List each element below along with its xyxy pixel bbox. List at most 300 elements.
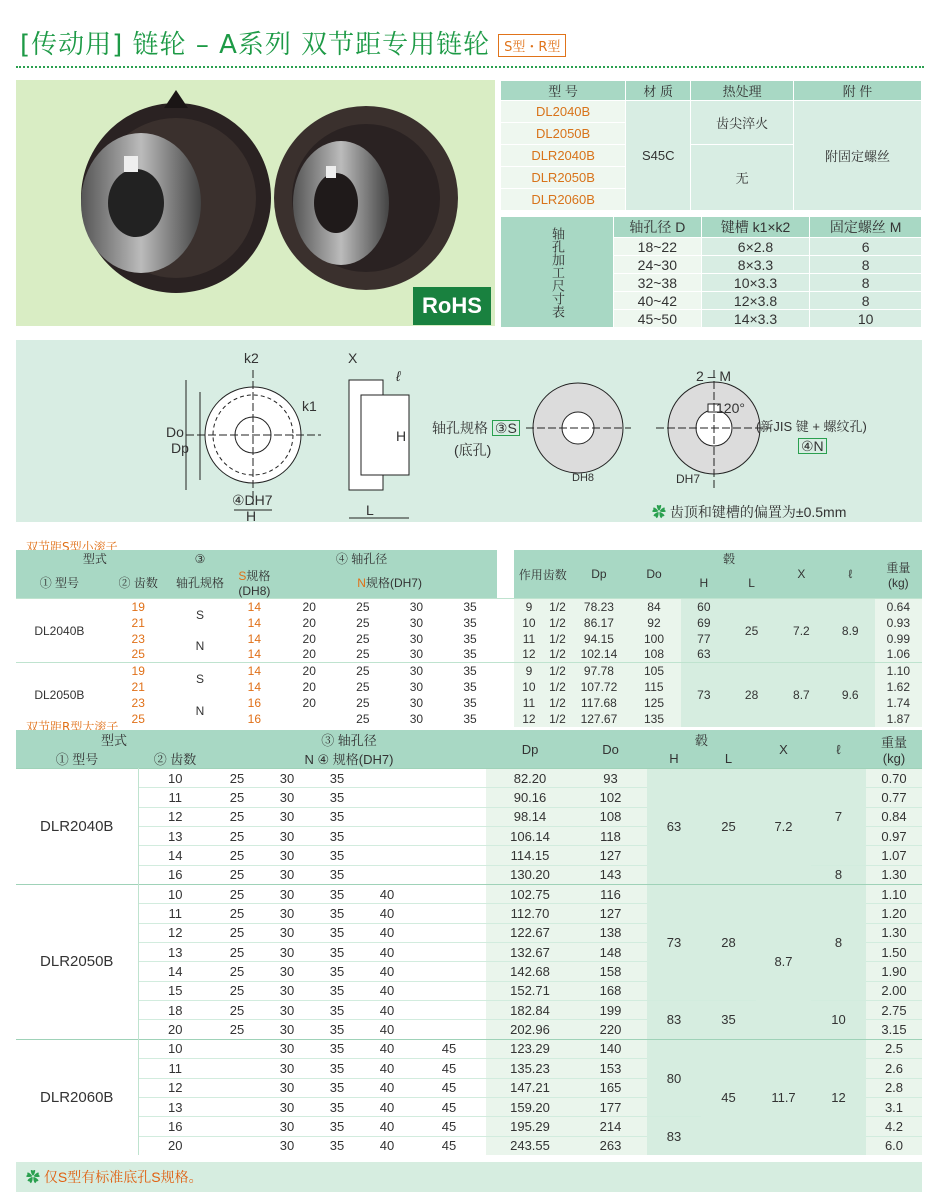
jis-label: (新JIS 键 + 螺纹孔) [756, 419, 867, 434]
do-value: 93 [574, 769, 647, 788]
teeth-count: 21 [103, 615, 174, 631]
n-size: 25 [212, 981, 262, 1000]
n-size: 40 [362, 943, 412, 962]
hub-h: 80 [647, 1039, 701, 1116]
n-size [412, 788, 486, 807]
n-size: 30 [390, 663, 444, 679]
weight: 0.99 [875, 631, 922, 647]
model-cell: DLR2060B [501, 189, 626, 211]
do-value: 220 [574, 1020, 647, 1039]
weight: 0.70 [866, 769, 922, 788]
n-size [412, 827, 486, 846]
n-size [212, 1078, 262, 1097]
n-size: 25 [212, 923, 262, 942]
n-size: 30 [390, 647, 444, 663]
weight: 0.77 [866, 788, 922, 807]
weight: 2.75 [866, 1001, 922, 1020]
gap [497, 679, 514, 695]
screw-size: 8 [810, 274, 922, 292]
n-size: 35 [443, 631, 497, 647]
hub-h: 83 [647, 1117, 701, 1156]
teeth-count: 14 [138, 962, 212, 981]
key-size: 10×3.3 [701, 274, 810, 292]
s-type-table [16, 550, 922, 727]
hub-h: 69 [681, 615, 726, 631]
bore-s: S [174, 599, 227, 631]
n-size: 40 [362, 904, 412, 923]
do-value: 125 [627, 695, 682, 711]
h-bore-spec: 轴孔规格 [175, 576, 224, 590]
hub-h: 60 [681, 599, 726, 615]
work-teeth: 9 [514, 599, 543, 615]
n-size: 45 [412, 1136, 486, 1155]
n-size: 35 [443, 695, 497, 711]
weight: 1.30 [866, 865, 922, 884]
dp-value: 152.71 [486, 981, 574, 1000]
shaft-hole-table [500, 216, 922, 328]
do-value: 135 [627, 711, 682, 727]
bore-range: 24~30 [614, 256, 702, 274]
n-size: 30 [390, 711, 444, 727]
bore-n-box: ④N [798, 438, 827, 454]
weight: 1.07 [866, 846, 922, 865]
dim-dp: Dp [171, 440, 189, 456]
n-size: 40 [362, 1136, 412, 1155]
do-value: 84 [627, 599, 682, 615]
work-frac: 1/2 [544, 711, 572, 727]
n-size: 30 [262, 1117, 312, 1136]
n-size: 25 [336, 647, 390, 663]
gap [497, 615, 514, 631]
n-size: 30 [390, 695, 444, 711]
n-size: 30 [262, 1020, 312, 1039]
teeth-count: 11 [138, 788, 212, 807]
hub-h: 73 [681, 663, 726, 727]
n-size: 30 [262, 885, 312, 904]
r-table-title: 双节距R型大滚子 [26, 720, 119, 734]
n-size: 30 [262, 1136, 312, 1155]
n-size: 20 [282, 599, 336, 615]
n-size: 45 [412, 1117, 486, 1136]
x-value: 11.7 [756, 1039, 811, 1155]
model-name: DLR2050B [16, 885, 138, 1040]
n-size: 25 [336, 711, 390, 727]
l-value: 9.6 [826, 663, 875, 727]
table-row [16, 599, 922, 615]
do-value: 92 [627, 615, 682, 631]
dp-value: 135.23 [486, 1059, 574, 1078]
hub-h: 73 [647, 885, 701, 1001]
weight: 1.90 [866, 962, 922, 981]
weight: 1.20 [866, 904, 922, 923]
h-weight: 重量 (kg) [880, 735, 907, 766]
weight: 0.93 [875, 615, 922, 631]
n-size: 35 [312, 1117, 362, 1136]
n-size: 45 [412, 1078, 486, 1097]
work-frac: 1/2 [544, 679, 572, 695]
n-size [412, 885, 486, 904]
r-table-body [16, 769, 922, 1156]
heat-cell: 无 [691, 145, 794, 211]
gear-icon: ✿ [26, 1169, 40, 1185]
col-screw: 固定螺丝 M [810, 217, 922, 238]
h-type: 型式 [100, 733, 127, 748]
teeth-count: 15 [138, 981, 212, 1000]
dim-l-length: L [366, 502, 374, 518]
do-value: 214 [574, 1117, 647, 1136]
n-size: 35 [312, 981, 362, 1000]
dim-angle: 120° [716, 400, 745, 416]
dp-value: 86.17 [571, 615, 626, 631]
teeth-count: 21 [103, 679, 174, 695]
hub-h: 63 [647, 769, 701, 885]
dp-value: 130.20 [486, 865, 574, 884]
dim-2m: 2 – M [696, 368, 732, 384]
hub-h: 63 [681, 647, 726, 663]
heat-cell: 齿尖淬火 [691, 101, 794, 145]
do-value: 108 [627, 647, 682, 663]
dim-dh7: DH7 [676, 472, 701, 486]
n-size: 30 [390, 631, 444, 647]
h-weight: 重量 (kg) [886, 560, 911, 590]
do-value: 199 [574, 1001, 647, 1020]
n-size: 30 [262, 943, 312, 962]
n-size: 40 [362, 1059, 412, 1078]
weight: 3.15 [866, 1020, 922, 1039]
n-size: 30 [262, 1001, 312, 1020]
n-size: 30 [390, 615, 444, 631]
n-size: 40 [362, 1020, 412, 1039]
n-size: 40 [362, 1039, 412, 1058]
do-value: 140 [574, 1039, 647, 1058]
work-frac: 1/2 [544, 599, 572, 615]
bore-range: 32~38 [614, 274, 702, 292]
work-teeth: 12 [514, 647, 543, 663]
h-hub-l: L [748, 575, 755, 590]
dp-value: 82.20 [486, 769, 574, 788]
work-teeth: 11 [514, 631, 543, 647]
dim-l: ℓ [396, 368, 401, 384]
teeth-count: 13 [138, 1097, 212, 1116]
n-size: 40 [362, 1001, 412, 1020]
n-size: 30 [262, 1078, 312, 1097]
model-name: DLR2040B [16, 769, 138, 885]
n-size [212, 1136, 262, 1155]
s-size: 14 [226, 631, 282, 647]
n-size: 35 [312, 962, 362, 981]
n-size [412, 807, 486, 826]
n-size: 25 [212, 807, 262, 826]
dp-value: 94.15 [571, 631, 626, 647]
teeth-count: 11 [138, 904, 212, 923]
n-size: 40 [362, 923, 412, 942]
footer-note: ✿ 仅S型有标准底孔S规格。 [16, 1162, 922, 1192]
table-row [16, 885, 922, 904]
n-size: 25 [336, 599, 390, 615]
shaft-table-side-label: 轴孔加工尺寸表 [501, 217, 614, 328]
screw-size: 10 [810, 310, 922, 328]
key-size: 14×3.3 [701, 310, 810, 328]
teeth-count: 11 [138, 1059, 212, 1078]
dp-value: 102.14 [571, 647, 626, 663]
n-size: 45 [412, 1059, 486, 1078]
model-name: DL2040B [16, 599, 103, 663]
teeth-count: 19 [103, 599, 174, 615]
n-box-wrap [798, 438, 827, 454]
work-frac: 1/2 [544, 663, 572, 679]
dp-value: 147.21 [486, 1078, 574, 1097]
n-size: 35 [443, 599, 497, 615]
dim-do: Do [166, 424, 184, 440]
col-model: 型 号 [501, 81, 626, 101]
n-size [412, 962, 486, 981]
n-size [362, 827, 412, 846]
h-s-spec: S规格(DH8) [238, 569, 271, 598]
l-value: 12 [811, 1039, 866, 1155]
hub-l: 35 [701, 1001, 756, 1040]
h-l: ℓ [848, 567, 853, 581]
table-row [16, 1039, 922, 1058]
n-size: 35 [312, 1039, 362, 1058]
teeth-count: 20 [138, 1136, 212, 1155]
dp-value: 117.68 [571, 695, 626, 711]
n-size: 35 [443, 647, 497, 663]
n-size: 45 [412, 1097, 486, 1116]
n-size [362, 865, 412, 884]
bore-range: 45~50 [614, 310, 702, 328]
do-value: 116 [574, 885, 647, 904]
n-size [212, 1039, 262, 1058]
hub-l: 25 [701, 769, 756, 885]
s-size: 14 [226, 679, 282, 695]
teeth-count: 10 [138, 769, 212, 788]
n-size: 35 [312, 1020, 362, 1039]
weight: 2.00 [866, 981, 922, 1000]
gap [497, 695, 514, 711]
dp-value: 123.29 [486, 1039, 574, 1058]
n-size: 25 [336, 615, 390, 631]
weight: 1.30 [866, 923, 922, 942]
key-size: 12×3.8 [701, 292, 810, 310]
gap [497, 631, 514, 647]
key-size: 8×3.3 [701, 256, 810, 274]
weight: 1.10 [866, 885, 922, 904]
hub-h: 77 [681, 631, 726, 647]
gap [497, 647, 514, 663]
s-size: 14 [226, 615, 282, 631]
do-value: 263 [574, 1136, 647, 1155]
model-cell: DL2050B [501, 123, 626, 145]
n-size: 30 [262, 846, 312, 865]
hub-h: 83 [647, 1001, 701, 1040]
dp-value: 106.14 [486, 827, 574, 846]
n-size [412, 981, 486, 1000]
teeth-count: 25 [103, 711, 174, 727]
l-value: 7 [811, 769, 866, 866]
teeth-count: 19 [103, 663, 174, 679]
h-do: Do [602, 741, 619, 757]
n-size: 35 [443, 679, 497, 695]
h-hub-l: L [724, 751, 733, 766]
work-teeth: 10 [514, 679, 543, 695]
n-size: 30 [390, 679, 444, 695]
s-size: 14 [226, 663, 282, 679]
r-type-table [16, 730, 922, 1155]
n-size [412, 1020, 486, 1039]
teeth-count: 10 [138, 885, 212, 904]
dp-value: 102.75 [486, 885, 574, 904]
page-title: [传动用] 链轮 – A系列 双节距专用链轮 S型・R型 [20, 24, 566, 61]
model-name: DL2050B [16, 663, 103, 727]
n-size: 35 [312, 943, 362, 962]
h-spec: N ④ 规格(DH7) [304, 752, 394, 767]
teeth-count: 20 [138, 1020, 212, 1039]
h-dp: Dp [591, 567, 607, 581]
offset-note: ✿ 齿顶和键槽的偏置为±0.5mm [652, 504, 847, 520]
bore-s-box: ③S [492, 420, 520, 436]
n-size: 20 [282, 631, 336, 647]
n-size: 30 [262, 1039, 312, 1058]
n-size: 35 [312, 1001, 362, 1020]
n-size: 30 [262, 1097, 312, 1116]
weight: 0.84 [866, 807, 922, 826]
h-hub: 毂 [723, 552, 736, 566]
n-size: 35 [312, 827, 362, 846]
n-size: 25 [212, 1001, 262, 1020]
n-size [282, 711, 336, 727]
n-size: 35 [443, 711, 497, 727]
do-value: 108 [574, 807, 647, 826]
h-x: X [797, 567, 806, 581]
bore-n: N [174, 631, 227, 663]
dim-d4: ④DH7 [232, 492, 273, 508]
s-size: 16 [226, 695, 282, 711]
teeth-count: 13 [138, 943, 212, 962]
x-value: 7.2 [777, 599, 826, 663]
n-size [362, 807, 412, 826]
model-cell: DLR2050B [501, 167, 626, 189]
x-value: 8.7 [777, 663, 826, 727]
gap [497, 711, 514, 727]
n-size: 35 [312, 846, 362, 865]
n-size: 30 [262, 981, 312, 1000]
dp-value: 182.84 [486, 1001, 574, 1020]
type-badge: S型・R型 [498, 34, 566, 57]
n-size: 35 [312, 807, 362, 826]
weight: 0.64 [875, 599, 922, 615]
col-attach: 附 件 [794, 81, 922, 101]
gap [497, 663, 514, 679]
col-bore: 轴孔径 D [614, 217, 702, 238]
dp-value: 112.70 [486, 904, 574, 923]
n-size: 25 [336, 679, 390, 695]
dim-x: X [348, 350, 358, 366]
s-table-body [16, 599, 922, 727]
weight: 3.1 [866, 1097, 922, 1116]
n-size: 35 [312, 923, 362, 942]
n-size: 40 [362, 885, 412, 904]
n-size [362, 769, 412, 788]
n-size: 30 [262, 904, 312, 923]
n-size [412, 865, 486, 884]
weight: 1.50 [866, 943, 922, 962]
n-size: 25 [212, 885, 262, 904]
n-size: 30 [262, 865, 312, 884]
n-size: 20 [282, 663, 336, 679]
weight: 2.8 [866, 1078, 922, 1097]
s-size: 16 [226, 711, 282, 727]
do-value: 168 [574, 981, 647, 1000]
gear-icon: ✿ [652, 504, 666, 520]
dim-dh8: DH8 [572, 472, 595, 484]
h-hub: 毂 [694, 733, 708, 748]
x-value: 8.7 [756, 885, 811, 1040]
do-value: 105 [627, 663, 682, 679]
h-bore-no: ③ [194, 551, 206, 566]
do-value: 100 [627, 631, 682, 647]
n-size: 30 [262, 788, 312, 807]
n-size: 30 [262, 923, 312, 942]
hub-l: 28 [701, 885, 756, 1001]
n-size: 35 [312, 788, 362, 807]
n-size: 35 [443, 615, 497, 631]
weight: 6.0 [866, 1136, 922, 1155]
teeth-count: 13 [138, 827, 212, 846]
n-size: 35 [312, 1059, 362, 1078]
n-size: 20 [282, 695, 336, 711]
n-size: 25 [212, 846, 262, 865]
n-size: 35 [443, 663, 497, 679]
col-key: 键槽 k1×k2 [701, 217, 810, 238]
dim-k1: k1 [302, 398, 317, 414]
h-hub-h: H [699, 575, 709, 590]
n-size: 25 [212, 962, 262, 981]
n-size: 40 [362, 1097, 412, 1116]
n-size [362, 846, 412, 865]
work-teeth: 12 [514, 711, 543, 727]
h-hub-h: H [669, 751, 679, 766]
model-material-table [500, 80, 922, 211]
bore-s: S [174, 663, 227, 695]
n-size: 35 [312, 885, 362, 904]
dp-value: 97.78 [571, 663, 626, 679]
n-size: 40 [362, 1078, 412, 1097]
n-size [412, 846, 486, 865]
dp-value: 195.29 [486, 1117, 574, 1136]
n-size: 25 [212, 943, 262, 962]
bore-spec-label: 轴孔规格 ③S [432, 418, 520, 438]
n-size: 20 [282, 647, 336, 663]
teeth-count: 23 [103, 631, 174, 647]
dp-value: 159.20 [486, 1097, 574, 1116]
do-value: 153 [574, 1059, 647, 1078]
do-value: 148 [574, 943, 647, 962]
h-work: 作用齿数 [514, 550, 571, 599]
dp-value: 142.68 [486, 962, 574, 981]
l-value: 8 [811, 865, 866, 884]
l-value: 8 [811, 885, 866, 1001]
n-size [412, 923, 486, 942]
h-type: 型式 [82, 552, 107, 566]
l-value: 10 [811, 1001, 866, 1040]
weight: 1.10 [875, 663, 922, 679]
dp-value: 107.72 [571, 679, 626, 695]
n-size [212, 1097, 262, 1116]
dp-value: 98.14 [486, 807, 574, 826]
hub-l: 28 [726, 663, 777, 727]
screw-size: 6 [810, 238, 922, 256]
title-divider [16, 66, 924, 68]
